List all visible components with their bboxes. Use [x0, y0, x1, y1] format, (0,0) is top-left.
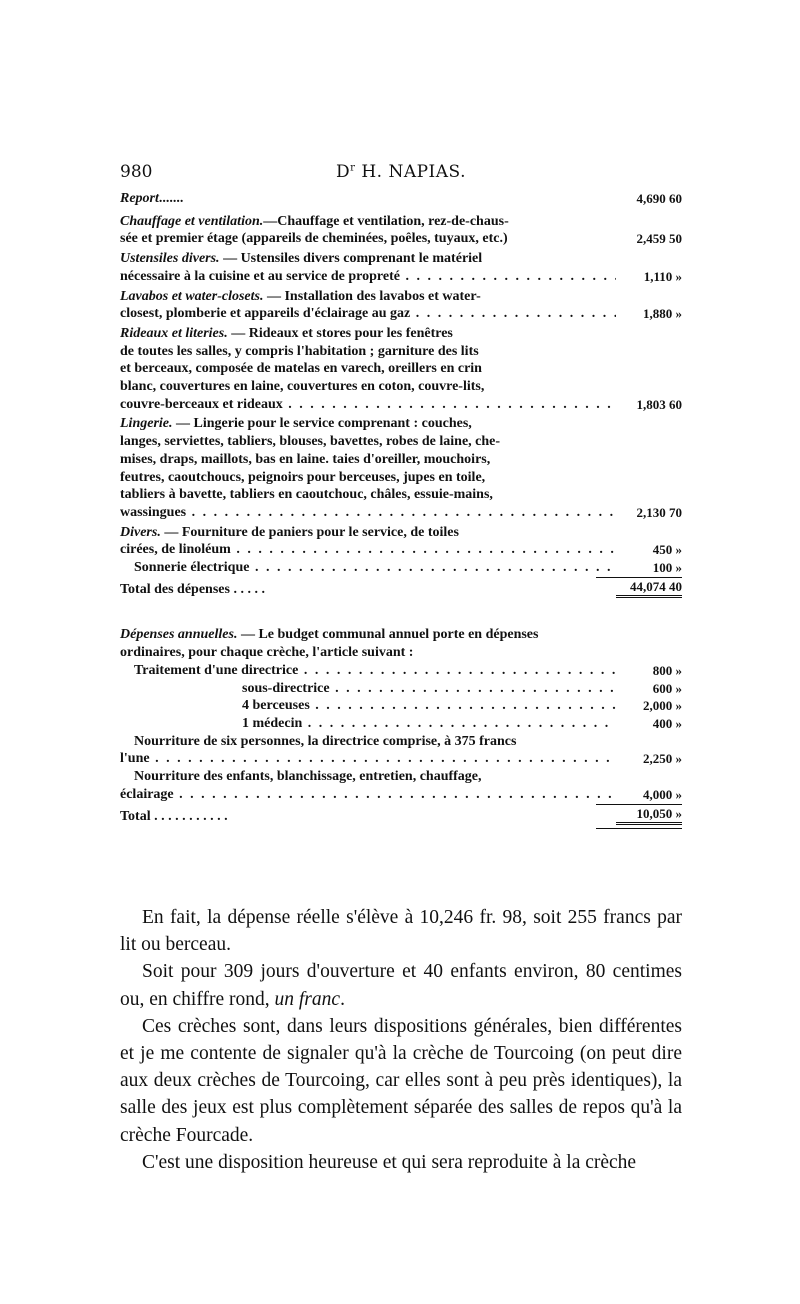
- item-title: Rideaux et literies.: [120, 325, 228, 341]
- annual-total-row: Total . . . . . . . . . . . 10,050 »: [120, 805, 682, 824]
- annual-amount: 4,000 »: [643, 786, 682, 802]
- item-text: closest, plomberie et appareils d'éclairage au gaz . . .: [120, 305, 616, 323]
- item-text: cirées, de linoléum . . .: [120, 541, 616, 559]
- paragraph: Ces crèches sont, dans leurs dispositions générales, bien différentes et je me contente de signaler qu'à la crèche de Tourcoing (on peut dire aux deux crèches de Tourcoing, car elles sont à peu près identiques), la salle des jeux est plus complètement séparée des salles de repos qu'à la crèche Fourcade.: [120, 1015, 682, 1146]
- running-head: [120, 162, 682, 182]
- running-head-sup: r: [350, 162, 356, 174]
- annual-amount: 2,000 »: [643, 698, 682, 714]
- item-amount: 450 »: [652, 542, 682, 558]
- annual-amount: 2,250 »: [643, 751, 682, 767]
- item-title: Chauffage et ventilation.: [120, 213, 264, 229]
- item-title: Ustensiles divers.: [120, 251, 220, 267]
- annual-line: Nourriture de six personnes, la directrice comprise, à 375 francs: [134, 733, 517, 749]
- paragraph: Soit pour 309 jours d'ouverture et 40 enfants environ, 80 centimes ou, en chiffre rond, un franc.: [120, 961, 682, 1010]
- item-text: et berceaux, composée de matelas en varech, oreillers en crin: [120, 361, 482, 377]
- page-number: 980: [120, 162, 153, 182]
- running-head-suffix: H. NAPIAS.: [355, 162, 466, 182]
- item-text: nécessaire à la cuisine et au service de propreté . . .: [120, 268, 616, 286]
- item-lingerie: [120, 415, 682, 521]
- annual-amount: 600 »: [652, 680, 682, 696]
- annual-total-label: Total: [120, 808, 151, 824]
- expense-ledger: [120, 190, 682, 829]
- item-title: Lavabos et water-closets.: [120, 288, 264, 304]
- item-text: —Chauffage et ventilation, rez-de-chaus-: [263, 213, 509, 229]
- item-text: Sonnerie électrique . . .: [120, 559, 616, 577]
- item-text: wassingues . . .: [120, 504, 616, 522]
- item-amount: 1,880 »: [643, 306, 682, 322]
- annual-line: l'une . . .: [120, 750, 616, 768]
- item-text: couvre-berceaux et rideaux . . .: [120, 396, 616, 414]
- total-amount: 44,074 40: [616, 578, 682, 599]
- item-text: — Installation des lavabos et water-: [263, 288, 481, 304]
- annual-intro: ordinaires, pour chaque crèche, l'article suivant :: [120, 645, 414, 661]
- annual-section: [120, 626, 682, 803]
- annual-line: Nourriture des enfants, blanchissage, entretien, chauffage,: [134, 769, 482, 785]
- item-text: — Rideaux et stores pour les fenêtres: [227, 325, 453, 341]
- item-text: tabliers à bavette, tabliers en caoutchouc, châles, essuie-mains,: [120, 487, 493, 503]
- item-ustensiles: [120, 250, 682, 285]
- item-amount: 1,803 60: [636, 396, 682, 412]
- total-expenses-row: Total des dépenses . . . . . 44,074 40: [120, 578, 682, 597]
- page-header: [120, 162, 682, 186]
- paragraph: En fait, la dépense réelle s'élève à 10,246 fr. 98, soit 255 francs par lit ou berceau.: [120, 907, 682, 956]
- item-divers: [120, 524, 682, 577]
- annual-total-amount: 10,050 »: [616, 805, 682, 826]
- annual-line: éclairage . . .: [120, 786, 616, 804]
- item-text: — Fourniture de paniers pour le service, de toiles: [160, 524, 459, 540]
- paragraph: C'est une disposition heureuse et qui sera reproduite à la crèche: [142, 1151, 637, 1173]
- running-head-prefix: D: [336, 162, 351, 182]
- item-text: feutres, caoutchoucs, peignoirs pour berceuses, jupes en toile,: [120, 469, 486, 485]
- item-amount: 1,110 »: [643, 268, 682, 284]
- item-chauffage: [120, 213, 682, 248]
- report-row: [120, 190, 682, 208]
- item-text: — Ustensiles divers comprenant le matériel: [219, 251, 483, 267]
- item-text: de toutes les salles, y compris l'habitation ; garniture des lits: [120, 343, 479, 359]
- report-dots: .......: [158, 191, 184, 206]
- report-label: Report: [120, 191, 159, 206]
- item-amount: 2,130 70: [636, 504, 682, 520]
- item-rideaux: [120, 325, 682, 414]
- report-amount: 4,690 60: [636, 191, 682, 206]
- item-title: Lingerie.: [120, 416, 173, 432]
- annual-line: sous-directrice . . .: [120, 680, 616, 698]
- item-text: blanc, couvertures en laine, couvertures en coton, couvre-lits,: [120, 379, 485, 395]
- item-text: mises, draps, maillots, bas en laine. taies d'oreiller, mouchoirs,: [120, 451, 491, 467]
- annual-line: Traitement d'une directrice . . .: [120, 662, 616, 680]
- body-text: [120, 904, 682, 1176]
- item-amount: 100 »: [652, 560, 682, 576]
- item-text: langes, serviettes, tabliers, blouses, bavettes, robes de laine, che-: [120, 434, 501, 450]
- item-title: Divers.: [120, 524, 161, 540]
- annual-line: 1 médecin . . .: [120, 715, 616, 733]
- total-label: Total des dépenses: [120, 581, 230, 597]
- annual-amount: 800 »: [652, 662, 682, 678]
- annual-title: Dépenses annuelles.: [120, 627, 238, 643]
- annual-line: 4 berceuses . . .: [120, 697, 616, 715]
- annual-amount: 400 »: [652, 715, 682, 731]
- item-amount: 2,459 50: [636, 231, 682, 247]
- item-text: — Lingerie pour le service comprenant : couches,: [172, 416, 472, 432]
- item-text: sée et premier étage (appareils de cheminées, poêles, tuyaux, etc.): [120, 231, 508, 247]
- item-lavabos: [120, 288, 682, 323]
- annual-intro: — Le budget communal annuel porte en dépenses: [237, 627, 539, 643]
